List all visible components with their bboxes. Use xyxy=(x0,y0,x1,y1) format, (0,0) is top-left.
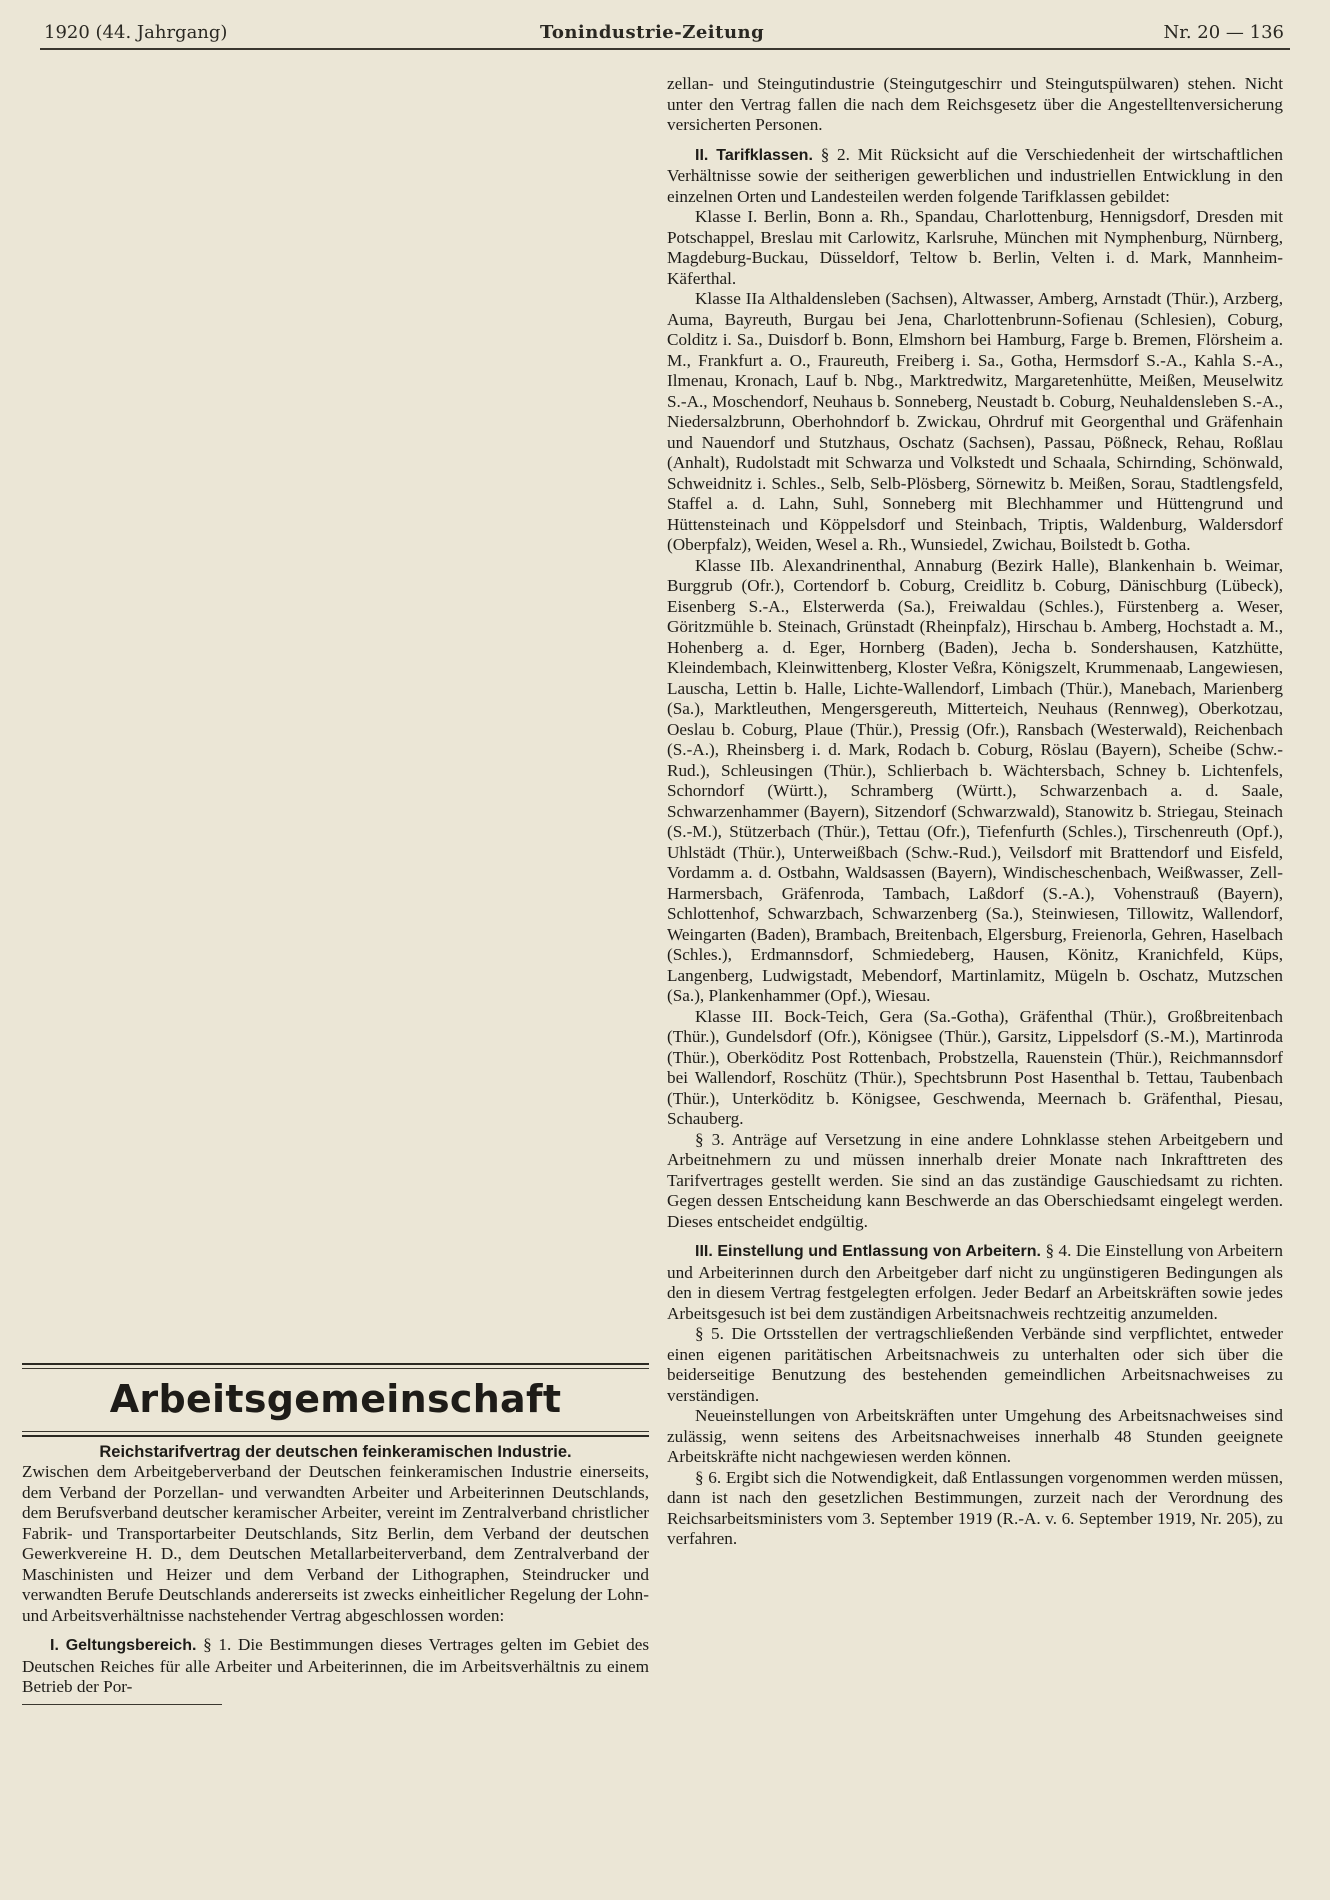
header-year-volume: 1920 (44. Jahrgang) xyxy=(44,22,228,43)
paragraph-5: § 5. Die Ortsstellen der vertragschließenden Verbände sind verpflichtet, entweder einen eigenen paritätischen Arbeitsnachweis zu unterhalten oder sich über die beiderseitige Benutzung des bestehenden gemeindlichen Arbeitsnachweises zu verständigen. xyxy=(667,1324,1283,1405)
section-1 xyxy=(22,1635,649,1698)
section-3-heading: III. Einstellung und Entlassung von Arbeitern. xyxy=(695,1243,1041,1260)
klasse-1: Klasse I. Berlin, Bonn a. Rh., Spandau, Charlottenburg, Hennigsdorf, Dresden mit Potschappel, Breslau mit Carlowitz, Karlsruhe, München mit Nymphenburg, Nürnberg, Magdeburg-Buckau, Düsseldorf, Teltow b. Berlin, Velten i. d. Mark, Mannheim-Käferthal. xyxy=(667,207,1283,288)
paragraph-6: § 6. Ergibt sich die Notwendigkeit, daß Entlassungen vorgenommen werden müssen, dann ist nach den gesetzlichen Bestimmungen, zurzeit nach der Verordnung des Reichsarbeitsministers vom 3. September 1919 (R.-A. v. 6. September 1919, Nr. 205), zu verfahren. xyxy=(667,1467,1283,1548)
header-issue-page: Nr. 20 — 136 xyxy=(1163,22,1284,43)
left-column xyxy=(22,1360,649,1705)
section-3-text: § 4. Die Einstellung von Arbeitern und Arbeiterinnen durch den Arbeitgeber darf nicht zu ungünstigeren Bedingungen als den in diesem Vertrag festgelegten erfolgen. Jeder Bedarf an Arbeitskräften sowie jedes Arbeitsgesuch ist bei dem zuständigen Arbeitsnachweis rechtzeitig anzumelden. xyxy=(667,1241,1283,1323)
paragraph-3: § 3. Anträge auf Versetzung in eine andere Lohnklasse stehen Arbeitgebern und Arbeitnehmern zu und müssen innerhalb dreier Monate nach Inkrafttreten des Tarifvertrages gestellt werden. Sie sind an das zuständige Gauschiedsamt zu richten. Gegen dessen Entscheidung kann Beschwerde an das Oberschiedsamt eingelegt werden. Dieses entscheidet endgültig. xyxy=(667,1129,1283,1231)
section-rule-top xyxy=(22,1363,649,1365)
section-2-text: § 2. Mit Rücksicht auf die Verschiedenheit der wirtschaftlichen Verhältnisse sowie der seitherigen gewerblichen und industriellen Entwicklung in den einzelnen Orten und Landesteilen werden folgende Tarifklassen gebildet: xyxy=(667,144,1284,206)
section-title: Arbeitsgemeinschaft xyxy=(109,1377,562,1421)
right-column xyxy=(667,74,1283,1550)
klasse-2a: Klasse IIa Althaldensleben (Sachsen), Altwasser, Amberg, Arnstadt (Thür.), Arzberg, Auma, Bayreuth, Burgau bei Jena, Charlottenbrunn-Sofienau (Schlesien), Coburg, Colditz i. Sa., Duisdorf b. Bonn, Elmshorn bei Hamburg, Farge b. Bremen, Flörsheim a. M., Frankfurt a. O., Fraureuth, Freiberg i. Sa., Gotha, Hermsdorf S.-A., Kahla S.-A., Ilmenau, Kronach, Lauf b. Nbg., Marktredwitz, Margaretenhütte, Meißen, Meuselwitz S.-A., Moschendorf, Neuhaus b. Sonneberg, Neustadt b. Coburg, Neuhaldensleben S.-A., Niedersalzbrunn, Oberhohndorf b. Zwickau, Ohrdruf mit Georgenthal und Gräfenhain und Nauendorf und Stutzhaus, Oschatz (Sachsen), Passau, Pößneck, Rehau, Roßlau (Anhalt), Rudolstadt mit Schwarza und Volkstedt und Schaala, Schirnding, Schönwald, Schweidnitz i. Schles., Selb, Selb-Plösberg, Sörnewitz b. Meißen, Sorau, Stadtlengsfeld, Staffel a. d. Lahn, Suhl, Sonneberg mit Blechhammer und Hüttengrund und Hüttensteinach und Köppelsdorf und Steinbach, Triptis, Waldenburg, Waldersdorf (Oberpfalz), Weiden, Wesel a. Rh., Wunsiedel, Zwichau, Boilstedt b. Gotha. xyxy=(667,289,1283,554)
header-journal-title: Tonindustrie-Zeitung xyxy=(540,22,765,43)
klasse-2b: Klasse IIb. Alexandrinenthal, Annaburg (Bezirk Halle), Blankenhain b. Weimar, Burggrub (Ofr.), Cortendorf b. Coburg, Creidlitz b. Coburg, Dänischburg (Lübeck), Eisenberg S.-A., Elsterwerda (Sa.), Freiwaldau (Schles.), Fürstenberg a. Weser, Göritzmühle b. Steinach, Grünstadt (Rheinpfalz), Hirschau b. Amberg, Hochstadt a. M., Hohenberg a. d. Eger, Hornberg (Baden), Jecha b. Sondershausen, Katzhütte, Kleindembach, Kleinwittenberg, Kloster Veßra, Königszelt, Krummenaab, Langewiesen, Lauscha, Lettin b. Halle, Lichte-Wallendorf, Limbach (Thür.), Manebach, Marienberg (Sa.), Marktleuthen, Mengersgereuth, Mitterteich, Neuhaus (Rennweg), Oberkotzau, Oeslau b. Coburg, Plaue (Thür.), Pressig (Ofr.), Ransbach (Westerwald), Reichenbach (S.-A.), Rheinsberg i. d. Mark, Rodach b. Coburg, Röslau (Bayern), Scheibe (Schw.-Rud.), Schleusingen (Thür.), Schlierbach b. Wächtersbach, Schney b. Lichtenfels, Schorndorf (Württ.), Schramberg (Württ.), Schwarzenbach a. d. Saale, Schwarzenhammer (Bayern), Sitzendorf (Schwarzwald), Stanowitz b. Striegau, Steinach (S.-M.), Stützerbach (Thür.), Tettau (Ofr.), Tiefenfurth (Schles.), Tirschenreuth (Opf.), Uhlstädt (Thür.), Unterweißbach (Schw.-Rud.), Veilsdorf mit Brattendorf und Eisfeld, Vordamm a. d. Ostbahn, Waldsassen (Bayern), Windischeschenbach, Weißwasser, Zell-Harmersbach, Gräfenroda, Tambach, Laßdorf (S.-A.), Vohenstrauß (Bayern), Schlottenhof, Schwarzbach, Schwarzenberg (Sa.), Steinwiesen, Tillowitz, Wallendorf, Weingarten (Baden), Brambach, Breitenbach, Elgersburg, Freienorla, Gehren, Haselbach (Schles.), Erdmannsdorf, Schmiedeberg, Hausen, Könitz, Kranichfeld, Küps, Langenberg, Ludwigstadt, Mebendorf, Martinlamitz, Mügeln b. Oschatz, Mutzschen (Sa.), Plankenhammer (Opf.), Wiesau. xyxy=(667,555,1283,1005)
header-rule xyxy=(40,48,1290,50)
article-subtitle: Reichstarifvertrag der deutschen feinkeramischen Industrie. xyxy=(99,1443,572,1461)
section-2 xyxy=(667,145,1283,208)
section-2-heading: II. Tarifklassen. xyxy=(695,146,813,164)
klasse-3: Klasse III. Bock-Teich, Gera (Sa.-Gotha), Gräfenthal (Thür.), Großbreitenbach (Thür.), Gundelsdorf (Ofr.), Königsee (Thür.), Garsitz, Lippelsdorf (S.-M.), Martinroda (Thür.), Oberköditz Post Rottenbach, Probstzella, Rauenstein (Thür.), Reichmannsdorf bei Wallendorf, Roschütz (Thür.), Spechtsbrunn Post Hasenthal b. Tettau, Taubenbach (Thür.), Unterköditz b. Königsee, Geschwenda, Meernach b. Gräfenthal, Piesau, Schauberg. xyxy=(667,1006,1283,1128)
section-rule-top-thin xyxy=(22,1368,649,1369)
column-end-rule xyxy=(22,1704,222,1705)
page-header xyxy=(40,18,1290,48)
article-intro: Zwischen dem Arbeitgeberverband der Deutschen feinkeramischen Industrie einerseits, dem Verband der Porzellan- und verwandten Arbeiter und Arbeiterinnen Deutschlands, dem Berufsverband deutscher keramischer Arbeiter, vereint im Zentralverband christlicher Fabrik- und Transportarbeiter Deutschlands, Sitz Berlin, dem Verband der deutschen Gewerkvereine H. D., dem Deutschen Metallarbeiterverband, dem Zentralverband der Maschinisten und Heizer und dem Verband der Lithographen, Steindrucker und verwandten Berufe Deutschlands andererseits ist zwecks einheitlicher Regelung der Lohn- und Arbeitsverhältnisse nachstehender Vertrag abgeschlossen worden: xyxy=(22,1462,649,1625)
section-rule-bottom-thin xyxy=(22,1431,649,1432)
section-1-heading: I. Geltungsbereich. xyxy=(50,1637,197,1654)
section-rule-bottom xyxy=(22,1435,649,1437)
section-3 xyxy=(667,1241,1283,1324)
paragraph-5b: Neueinstellungen von Arbeitskräften unter Umgehung des Arbeitsnachweises sind zulässig, wenn seitens des Arbeitsnachweises innerhalb 48 Stunden geeignete Arbeitskräfte nicht nachgewiesen werden können. xyxy=(667,1406,1283,1466)
continuation-paragraph: zellan- und Steingutindustrie (Steingutgeschirr und Steingutspülwaren) stehen. Nicht unter den Vertrag fallen die nach dem Reichsgesetz über die Angestelltenversicherung versicherten Personen. xyxy=(667,74,1283,134)
section-1-text: § 1. Die Bestimmungen dieses Vertrages gelten im Gebiet des Deutschen Reiches für alle Arbeiter und Arbeiterinnen, die im Arbeitsverhältnis zu einem Betrieb der Por- xyxy=(22,1635,650,1696)
